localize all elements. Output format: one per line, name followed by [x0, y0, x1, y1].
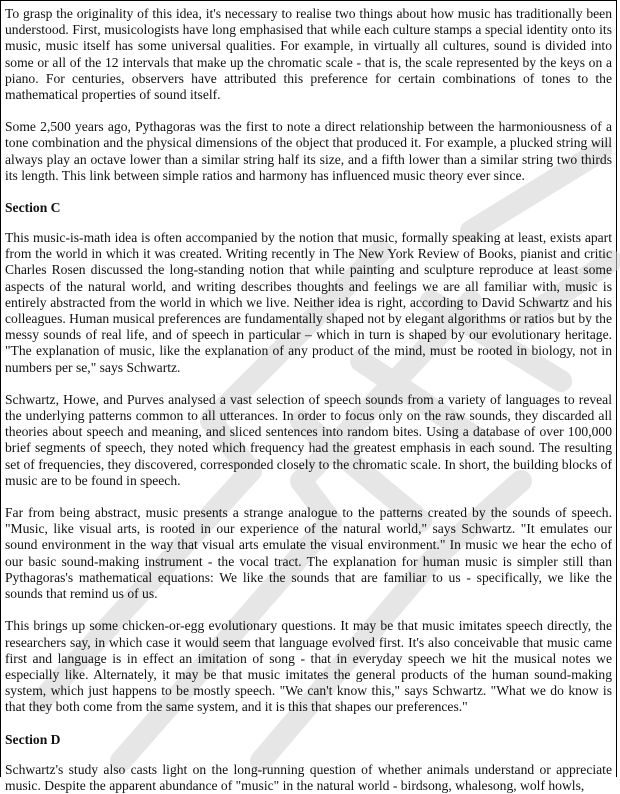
section-heading: Section D: [5, 731, 61, 747]
section-heading: Section C: [5, 200, 61, 216]
paragraph: Schwartz, Howe, and Purves analysed a vast selection of speech sounds from a variety of languages to reveal the underlying patterns common to all utterances. In order to focus only on the raw sounds, they discarded all theories about speech and meaning, and sliced sentences into random bites. Using a database of over 100,000 brief segments of speech, they noted which frequency had the greatest emphasis in each sound. The resulting set of frequencies, they discovered, corresponded closely to the chromatic scale. In short, the building blocks of music are to be found in speech.: [5, 391, 612, 488]
paragraph: This brings up some chicken-or-egg evolutionary questions. It may be that music imitates speech directly, the researchers say, in which case it would seem that language evolved first. It's also conceivable that music came first and language is in effect an imitation of song - that in everyday speech we hit the musical notes we especially like. Alternately, it may be that music imitates the general products of the human sound-making system, which just happens to be mostly speech. "We can't know this," says Schwartz. "What we do know is that they both come from the same system, and it is this that shapes our preferences.": [5, 618, 612, 715]
paragraph: To grasp the originality of this idea, it's necessary to realise two things about how music has traditionally been understood. First, musicologists have long emphasised that while each culture stamps a special identity onto its music, music itself has some universal qualities. For example, in virtually all cultures, sound is divided into some or all of the 12 intervals that make up the chromatic scale - that is, the scale represented by the keys on a piano. For centuries, observers have attributed this preference for certain combinations of tones to the mathematical properties of sound itself.: [5, 6, 612, 103]
paragraph: This music-is-math idea is often accompanied by the notion that music, formally speaking at least, exists apart from the world in which it was created. Writing recently in The New York Review of Books, pianist and critic Charles Rosen discussed the long-standing notion that while painting and sculpture reproduce at least some aspects of the natural world, and writing describes thoughts and feelings we are all familiar with, music is entirely abstracted from the world in which we live. Neither idea is right, according to David Schwartz and his colleagues. Human musical preferences are fundamentally shaped not by elegant algorithms or ratios but by the messy sounds of real life, and of speech in particular – which in turn is shaped by our evolutionary heritage. "The explanation of music, like the explanation of any product of the mind, must be rooted in biology, not in numbers per se," says Schwartz.: [5, 230, 612, 375]
document-body: [1, 1, 616, 794]
paragraph: Some 2,500 years ago, Pythagoras was the first to note a direct relationship between the harmoniousness of a tone combination and the physical dimensions of the object that produced it. For example, a plucked string will always play an octave lower than a similar string half its size, and a fifth lower than a similar string two thirds its length. This link between simple ratios and harmony has influenced music theory ever since.: [5, 119, 612, 183]
paragraph: Schwartz's study also casts light on the long-running question of whether animals understand or appreciate music. Despite the apparent abundance of "music" in the natural world - birdsong, whalesong, wolf howls,: [5, 761, 612, 793]
paragraph: Far from being abstract, music presents a strange analogue to the patterns created by the sounds of speech. "Music, like visual arts, is rooted in our experience of the natural world," says Schwartz. "It emulates our sound environment in the way that visual arts emulate the visual environment." In music we hear the echo of our basic sound-making instrument - the vocal tract. The explanation for human music is simpler still than Pythagoras's mathematical equations: We like the sounds that are familiar to us - specifically, we like the sounds that remind us of us.: [5, 505, 612, 602]
